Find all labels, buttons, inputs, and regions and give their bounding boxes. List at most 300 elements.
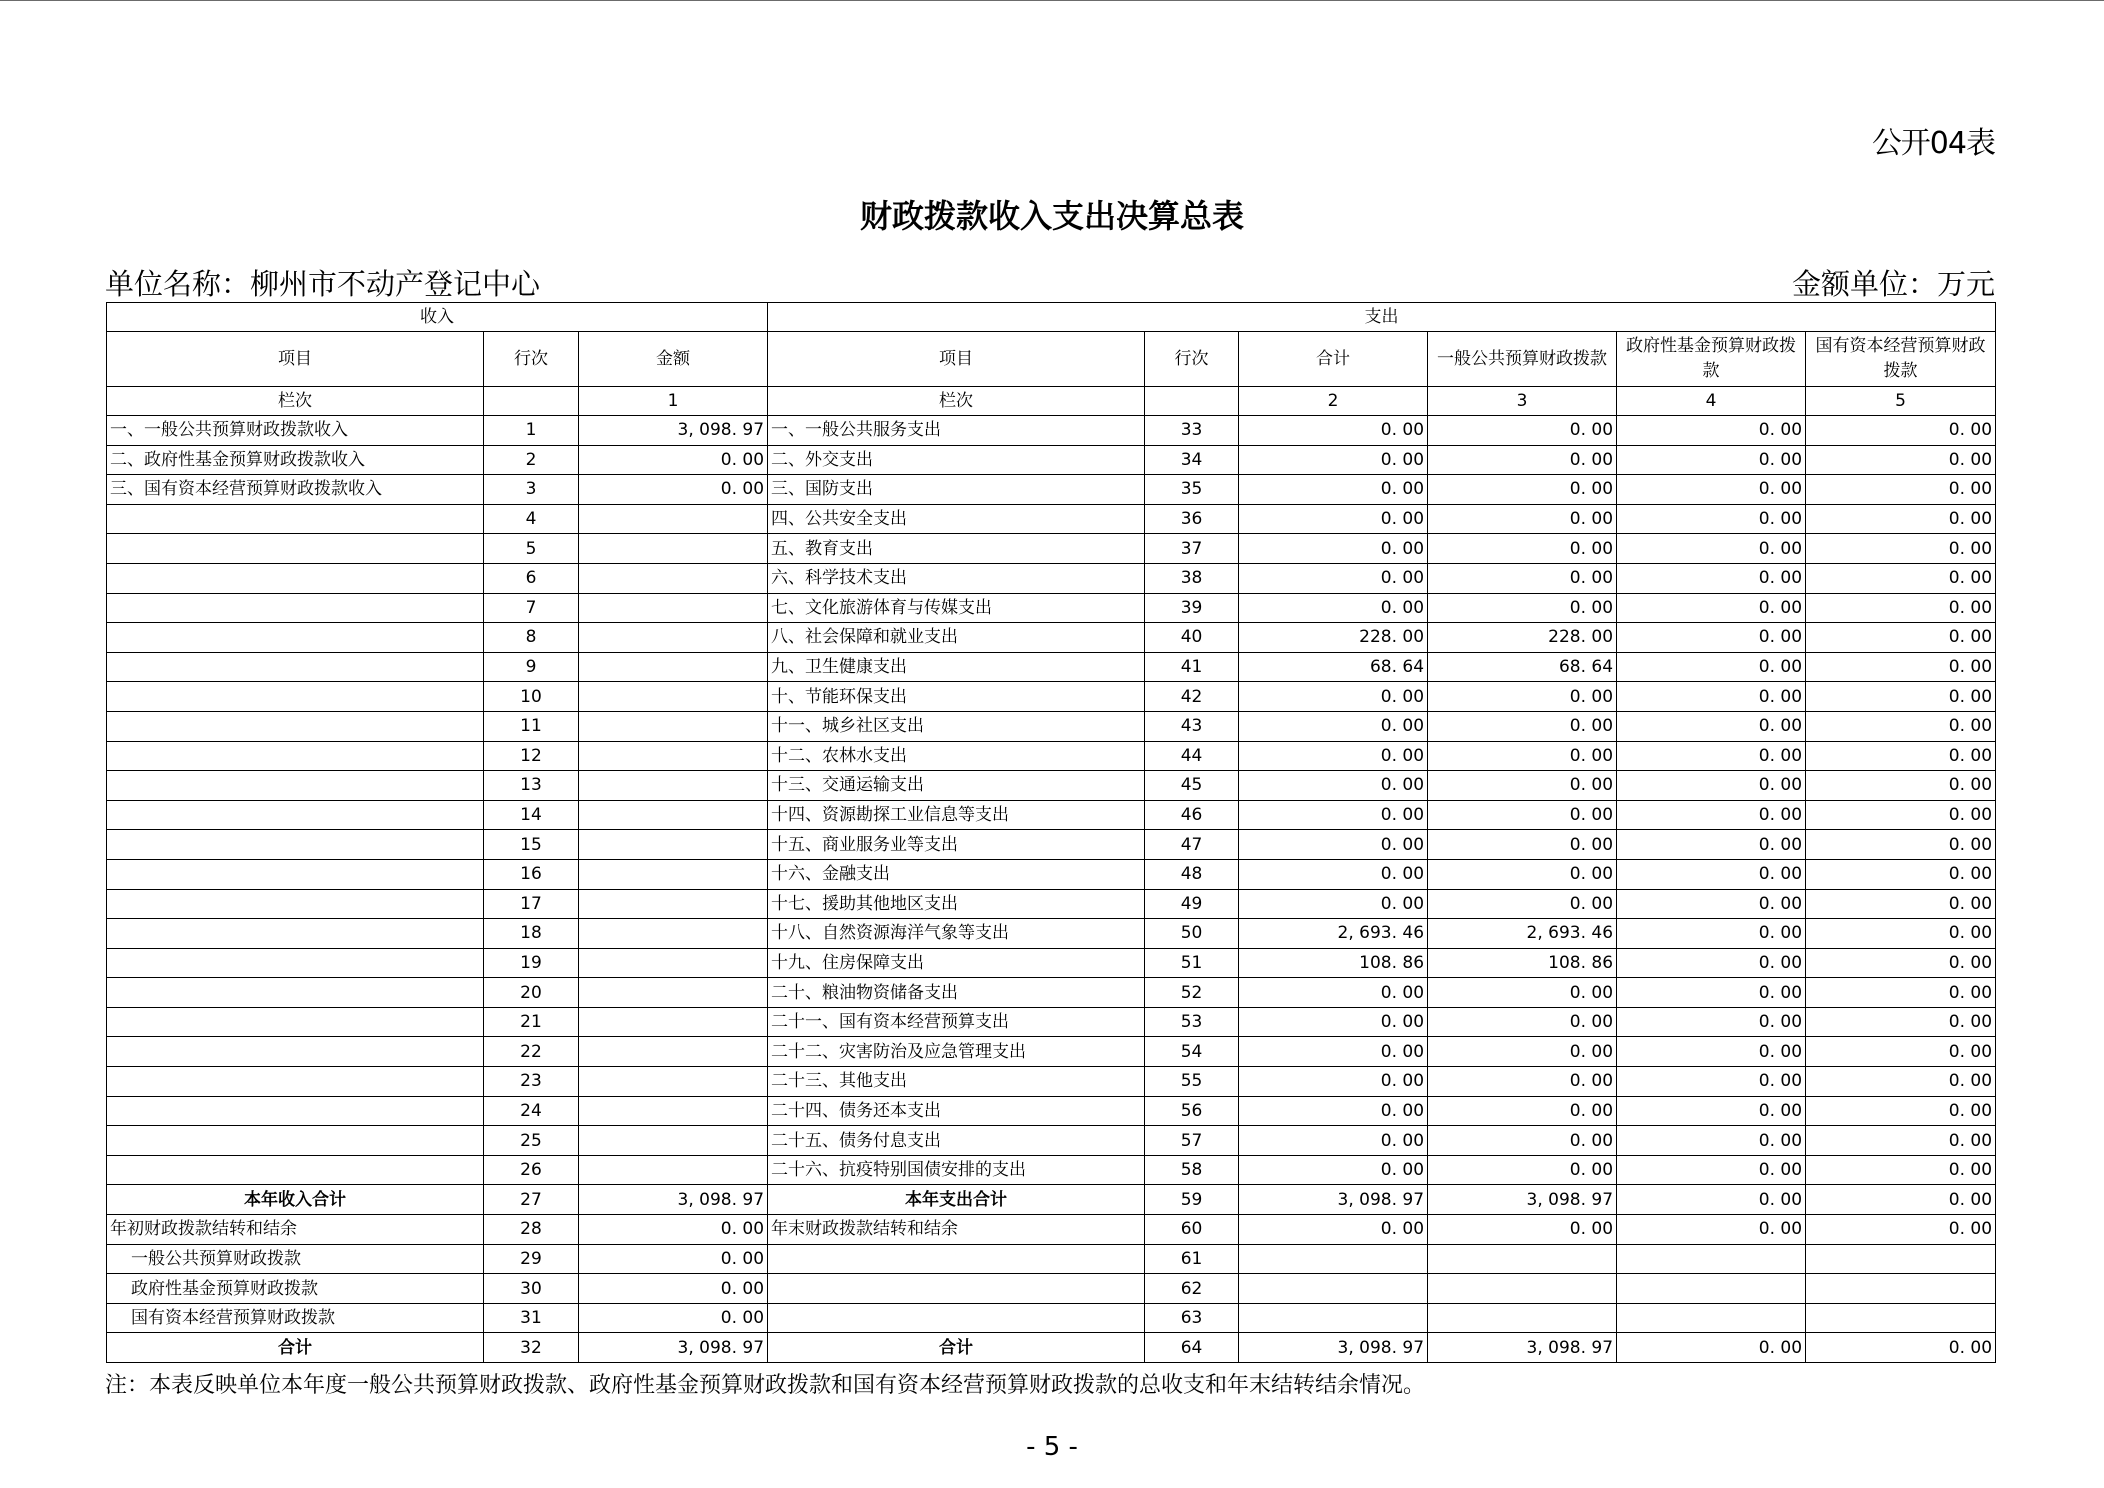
income-item-cell (107, 593, 484, 623)
expense-item-cell: 十五、商业服务业等支出 (768, 830, 1145, 860)
lanci-cell (1145, 387, 1239, 416)
expense-total-cell: 0. 00 (1239, 978, 1428, 1008)
expense-state-cell: 0. 00 (1806, 1333, 1996, 1363)
expense-fund-cell: 0. 00 (1617, 475, 1806, 505)
expense-state-cell: 0. 00 (1806, 1185, 1996, 1215)
expense-general-cell: 0. 00 (1428, 1126, 1617, 1156)
expense-item-cell: 二十四、债务还本支出 (768, 1096, 1145, 1126)
table-row (107, 623, 1996, 653)
expense-total-cell: 0. 00 (1239, 1096, 1428, 1126)
expense-line-cell: 34 (1145, 445, 1239, 475)
income-line-cell: 10 (484, 682, 579, 712)
income-amount-cell (579, 652, 768, 682)
income-line-cell: 27 (484, 1185, 579, 1215)
income-item-cell (107, 652, 484, 682)
income-item-cell (107, 563, 484, 593)
table-row (107, 1215, 1996, 1245)
expense-general-cell: 0. 00 (1428, 741, 1617, 771)
expense-fund-cell: 0. 00 (1617, 948, 1806, 978)
income-line-cell: 4 (484, 504, 579, 534)
income-line-cell: 32 (484, 1333, 579, 1363)
income-item-cell: 合计 (107, 1333, 484, 1363)
income-item-cell: 三、国有资本经营预算财政拨款收入 (107, 475, 484, 505)
table-row (107, 800, 1996, 830)
unit-name: 单位名称：柳州市不动产登记中心 (105, 267, 541, 301)
section-header-row (107, 303, 1996, 332)
expense-total-cell (1239, 1274, 1428, 1304)
expense-line-cell: 53 (1145, 1007, 1239, 1037)
table-row (107, 682, 1996, 712)
income-amount-cell: 0. 00 (579, 1303, 768, 1333)
expense-general-cell: 0. 00 (1428, 475, 1617, 505)
income-line-cell: 31 (484, 1303, 579, 1333)
expense-line-cell: 56 (1145, 1096, 1239, 1126)
col-header-general: 一般公共预算财政拨款 (1428, 332, 1617, 387)
income-amount-cell (579, 682, 768, 712)
expense-fund-cell: 0. 00 (1617, 682, 1806, 712)
expense-total-cell: 0. 00 (1239, 416, 1428, 446)
expense-line-cell: 64 (1145, 1333, 1239, 1363)
page-number: - 5 - (1026, 1432, 1078, 1462)
expense-item-cell: 四、公共安全支出 (768, 504, 1145, 534)
expense-general-cell: 0. 00 (1428, 1007, 1617, 1037)
expense-general-cell: 2, 693. 46 (1428, 919, 1617, 949)
expense-line-cell: 33 (1145, 416, 1239, 446)
income-item-cell (107, 504, 484, 534)
income-amount-cell (579, 593, 768, 623)
income-amount-cell (579, 889, 768, 919)
lanci-cell: 3 (1428, 387, 1617, 416)
expense-line-cell: 36 (1145, 504, 1239, 534)
expense-state-cell: 0. 00 (1806, 623, 1996, 653)
expense-item-cell: 九、卫生健康支出 (768, 652, 1145, 682)
expense-line-cell: 45 (1145, 771, 1239, 801)
income-line-cell: 12 (484, 741, 579, 771)
income-amount-cell (579, 1067, 768, 1097)
income-item-cell (107, 1067, 484, 1097)
expense-state-cell: 0. 00 (1806, 830, 1996, 860)
expense-general-cell: 3, 098. 97 (1428, 1333, 1617, 1363)
income-line-cell: 7 (484, 593, 579, 623)
expense-fund-cell: 0. 00 (1617, 889, 1806, 919)
expense-line-cell: 40 (1145, 623, 1239, 653)
expense-state-cell: 0. 00 (1806, 711, 1996, 741)
income-item-cell (107, 919, 484, 949)
expense-item-cell: 十九、住房保障支出 (768, 948, 1145, 978)
expense-total-cell: 228. 00 (1239, 623, 1428, 653)
income-amount-cell: 0. 00 (579, 1215, 768, 1245)
expense-total-cell: 2, 693. 46 (1239, 919, 1428, 949)
income-amount-cell: 0. 00 (579, 1244, 768, 1274)
amount-unit: 金额单位：万元 (1791, 267, 1995, 301)
table-row (107, 1333, 1996, 1363)
income-item-cell: 政府性基金预算财政拨款 (107, 1274, 484, 1304)
expense-line-cell: 46 (1145, 800, 1239, 830)
lanci-cell: 1 (579, 387, 768, 416)
income-item-cell (107, 830, 484, 860)
expense-total-cell: 0. 00 (1239, 1007, 1428, 1037)
table-row (107, 1126, 1996, 1156)
expense-state-cell: 0. 00 (1806, 771, 1996, 801)
expense-general-cell: 0. 00 (1428, 534, 1617, 564)
income-amount-cell (579, 534, 768, 564)
income-line-cell: 22 (484, 1037, 579, 1067)
expense-total-cell (1239, 1303, 1428, 1333)
expense-general-cell: 0. 00 (1428, 711, 1617, 741)
expense-fund-cell: 0. 00 (1617, 1333, 1806, 1363)
expense-total-cell: 108. 86 (1239, 948, 1428, 978)
income-amount-cell (579, 978, 768, 1008)
expense-state-cell (1806, 1303, 1996, 1333)
income-amount-cell (579, 771, 768, 801)
income-line-cell: 21 (484, 1007, 579, 1037)
form-code: 公开04表 (1871, 126, 1995, 161)
expense-item-cell: 二十三、其他支出 (768, 1067, 1145, 1097)
expense-total-cell: 0. 00 (1239, 711, 1428, 741)
expense-line-cell: 37 (1145, 534, 1239, 564)
table-row (107, 1303, 1996, 1333)
expense-item-cell: 十、节能环保支出 (768, 682, 1145, 712)
expense-item-cell: 十七、援助其他地区支出 (768, 889, 1145, 919)
table-row (107, 919, 1996, 949)
lanci-cell: 5 (1806, 387, 1996, 416)
income-amount-cell (579, 1037, 768, 1067)
expense-fund-cell: 0. 00 (1617, 741, 1806, 771)
expense-fund-cell: 0. 00 (1617, 711, 1806, 741)
lanci-cell: 2 (1239, 387, 1428, 416)
expense-fund-cell: 0. 00 (1617, 1067, 1806, 1097)
expense-state-cell: 0. 00 (1806, 1215, 1996, 1245)
income-item-cell (107, 771, 484, 801)
table-row (107, 1185, 1996, 1215)
income-line-cell: 11 (484, 711, 579, 741)
expense-state-cell: 0. 00 (1806, 652, 1996, 682)
expense-fund-cell: 0. 00 (1617, 652, 1806, 682)
expense-state-cell: 0. 00 (1806, 800, 1996, 830)
income-item-cell: 年初财政拨款结转和结余 (107, 1215, 484, 1245)
expense-fund-cell: 0. 00 (1617, 859, 1806, 889)
table-row (107, 711, 1996, 741)
expense-state-cell (1806, 1274, 1996, 1304)
expense-total-cell: 0. 00 (1239, 1126, 1428, 1156)
expense-fund-cell: 0. 00 (1617, 1185, 1806, 1215)
table-row (107, 534, 1996, 564)
expense-total-cell (1239, 1244, 1428, 1274)
expense-total-cell: 0. 00 (1239, 1155, 1428, 1185)
table-row (107, 978, 1996, 1008)
income-line-cell: 8 (484, 623, 579, 653)
expense-state-cell: 0. 00 (1806, 889, 1996, 919)
income-item-cell (107, 741, 484, 771)
lanci-cell: 栏次 (768, 387, 1145, 416)
column-header-row (107, 332, 1996, 387)
income-amount-cell: 0. 00 (579, 1274, 768, 1304)
expense-line-cell: 35 (1145, 475, 1239, 505)
col-header-amount: 金额 (579, 332, 768, 387)
income-amount-cell (579, 948, 768, 978)
expense-general-cell: 0. 00 (1428, 563, 1617, 593)
expense-general-cell (1428, 1303, 1617, 1333)
expense-fund-cell: 0. 00 (1617, 593, 1806, 623)
expense-state-cell: 0. 00 (1806, 475, 1996, 505)
expense-item-cell: 二十一、国有资本经营预算支出 (768, 1007, 1145, 1037)
income-amount-cell (579, 1155, 768, 1185)
table-row (107, 1007, 1996, 1037)
income-amount-cell (579, 859, 768, 889)
expense-state-cell: 0. 00 (1806, 504, 1996, 534)
income-line-cell: 30 (484, 1274, 579, 1304)
expense-fund-cell: 0. 00 (1617, 1096, 1806, 1126)
expense-state-cell: 0. 00 (1806, 859, 1996, 889)
expense-section-header: 支出 (768, 303, 1996, 332)
expense-total-cell: 0. 00 (1239, 593, 1428, 623)
income-item-cell (107, 1007, 484, 1037)
expense-item-cell: 二十五、债务付息支出 (768, 1126, 1145, 1156)
expense-state-cell: 0. 00 (1806, 593, 1996, 623)
income-line-cell: 9 (484, 652, 579, 682)
income-amount-cell: 0. 00 (579, 445, 768, 475)
income-item-cell (107, 623, 484, 653)
expense-fund-cell: 0. 00 (1617, 830, 1806, 860)
expense-total-cell: 3, 098. 97 (1239, 1333, 1428, 1363)
income-line-cell: 19 (484, 948, 579, 978)
expense-total-cell: 0. 00 (1239, 1037, 1428, 1067)
expense-line-cell: 44 (1145, 741, 1239, 771)
col-header-fund: 政府性基金预算财政拨款 (1617, 332, 1806, 387)
income-section-header: 收入 (107, 303, 768, 332)
income-item-cell: 本年收入合计 (107, 1185, 484, 1215)
lanci-cell: 栏次 (107, 387, 484, 416)
income-amount-cell (579, 623, 768, 653)
expense-item-cell: 年末财政拨款结转和结余 (768, 1215, 1145, 1245)
income-amount-cell (579, 711, 768, 741)
expense-general-cell: 0. 00 (1428, 800, 1617, 830)
expense-fund-cell: 0. 00 (1617, 771, 1806, 801)
income-line-cell: 18 (484, 919, 579, 949)
expense-item-cell: 十一、城乡社区支出 (768, 711, 1145, 741)
expense-fund-cell (1617, 1274, 1806, 1304)
income-line-cell: 17 (484, 889, 579, 919)
expense-fund-cell: 0. 00 (1617, 1215, 1806, 1245)
expense-line-cell: 58 (1145, 1155, 1239, 1185)
income-item-cell (107, 859, 484, 889)
income-line-cell: 23 (484, 1067, 579, 1097)
income-item-cell (107, 682, 484, 712)
lanci-cell (484, 387, 579, 416)
expense-line-cell: 62 (1145, 1274, 1239, 1304)
income-line-cell: 3 (484, 475, 579, 505)
income-item-cell (107, 1126, 484, 1156)
income-item-cell: 国有资本经营预算财政拨款 (107, 1303, 484, 1333)
income-amount-cell (579, 1007, 768, 1037)
expense-state-cell: 0. 00 (1806, 534, 1996, 564)
expense-total-cell: 0. 00 (1239, 830, 1428, 860)
expense-item-cell: 本年支出合计 (768, 1185, 1145, 1215)
expense-state-cell: 0. 00 (1806, 416, 1996, 446)
expense-fund-cell: 0. 00 (1617, 800, 1806, 830)
income-item-cell (107, 978, 484, 1008)
income-amount-cell: 3, 098. 97 (579, 416, 768, 446)
income-amount-cell (579, 504, 768, 534)
expense-item-cell: 五、教育支出 (768, 534, 1145, 564)
income-amount-cell (579, 1096, 768, 1126)
expense-item-cell: 十二、农林水支出 (768, 741, 1145, 771)
income-line-cell: 24 (484, 1096, 579, 1126)
expense-fund-cell: 0. 00 (1617, 978, 1806, 1008)
expense-item-cell: 十八、自然资源海洋气象等支出 (768, 919, 1145, 949)
income-amount-cell (579, 1126, 768, 1156)
expense-fund-cell: 0. 00 (1617, 504, 1806, 534)
income-item-cell (107, 800, 484, 830)
expense-line-cell: 55 (1145, 1067, 1239, 1097)
expense-line-cell: 50 (1145, 919, 1239, 949)
expense-general-cell: 0. 00 (1428, 1067, 1617, 1097)
expense-item-cell: 二十六、抗疫特别国债安排的支出 (768, 1155, 1145, 1185)
income-amount-cell (579, 830, 768, 860)
expense-fund-cell: 0. 00 (1617, 416, 1806, 446)
expense-item-cell (768, 1274, 1145, 1304)
income-amount-cell (579, 800, 768, 830)
income-item-cell (107, 711, 484, 741)
col-header-item: 项目 (107, 332, 484, 387)
expense-state-cell: 0. 00 (1806, 1096, 1996, 1126)
table-row (107, 1037, 1996, 1067)
income-line-cell: 14 (484, 800, 579, 830)
expense-item-cell: 二、外交支出 (768, 445, 1145, 475)
income-line-cell: 29 (484, 1244, 579, 1274)
expense-total-cell: 0. 00 (1239, 504, 1428, 534)
expense-item-cell: 十六、金融支出 (768, 859, 1145, 889)
expense-state-cell: 0. 00 (1806, 1067, 1996, 1097)
expense-fund-cell: 0. 00 (1617, 1126, 1806, 1156)
expense-state-cell: 0. 00 (1806, 563, 1996, 593)
expense-fund-cell (1617, 1244, 1806, 1274)
income-item-cell: 二、政府性基金预算财政拨款收入 (107, 445, 484, 475)
table-row (107, 652, 1996, 682)
expense-state-cell: 0. 00 (1806, 919, 1996, 949)
income-item-cell (107, 948, 484, 978)
expense-line-cell: 60 (1145, 1215, 1239, 1245)
expense-item-cell: 七、文化旅游体育与传媒支出 (768, 593, 1145, 623)
expense-state-cell: 0. 00 (1806, 1007, 1996, 1037)
expense-item-cell: 二十二、灾害防治及应急管理支出 (768, 1037, 1145, 1067)
expense-general-cell: 0. 00 (1428, 1155, 1617, 1185)
expense-general-cell (1428, 1244, 1617, 1274)
table-row (107, 475, 1996, 505)
expense-state-cell: 0. 00 (1806, 682, 1996, 712)
expense-general-cell: 0. 00 (1428, 859, 1617, 889)
expense-line-cell: 51 (1145, 948, 1239, 978)
expense-general-cell: 0. 00 (1428, 830, 1617, 860)
col-header-state: 国有资本经营预算财政拨款 (1806, 332, 1996, 387)
expense-total-cell: 0. 00 (1239, 445, 1428, 475)
income-line-cell: 28 (484, 1215, 579, 1245)
expense-total-cell: 0. 00 (1239, 771, 1428, 801)
col-header-total: 合计 (1239, 332, 1428, 387)
expense-total-cell: 0. 00 (1239, 475, 1428, 505)
expense-item-cell: 六、科学技术支出 (768, 563, 1145, 593)
expense-total-cell: 0. 00 (1239, 859, 1428, 889)
expense-state-cell: 0. 00 (1806, 978, 1996, 1008)
expense-general-cell: 0. 00 (1428, 504, 1617, 534)
footnote: 注：本表反映单位本年度一般公共预算财政拨款、政府性基金预算财政拨款和国有资本经营预算财政拨款的总收支和年末结转结余情况。 (105, 1373, 1426, 1398)
expense-state-cell: 0. 00 (1806, 445, 1996, 475)
col-header-line-expense: 行次 (1145, 332, 1239, 387)
expense-general-cell: 68. 64 (1428, 652, 1617, 682)
expense-line-cell: 57 (1145, 1126, 1239, 1156)
expense-item-cell: 十四、资源勘探工业信息等支出 (768, 800, 1145, 830)
income-amount-cell (579, 563, 768, 593)
expense-total-cell: 3, 098. 97 (1239, 1185, 1428, 1215)
income-line-cell: 15 (484, 830, 579, 860)
table-row (107, 1244, 1996, 1274)
expense-total-cell: 0. 00 (1239, 800, 1428, 830)
expense-total-cell: 0. 00 (1239, 563, 1428, 593)
table-row (107, 1274, 1996, 1304)
top-border-line (0, 0, 2104, 1)
table-row (107, 859, 1996, 889)
lanci-cell: 4 (1617, 387, 1806, 416)
expense-general-cell: 0. 00 (1428, 771, 1617, 801)
lanci-row (107, 387, 1996, 416)
expense-general-cell: 0. 00 (1428, 978, 1617, 1008)
income-item-cell: 一、一般公共预算财政拨款收入 (107, 416, 484, 446)
table-row (107, 1096, 1996, 1126)
expense-line-cell: 47 (1145, 830, 1239, 860)
table-row (107, 948, 1996, 978)
expense-state-cell: 0. 00 (1806, 741, 1996, 771)
income-line-cell: 6 (484, 563, 579, 593)
table-row (107, 1155, 1996, 1185)
col-header-line: 行次 (484, 332, 579, 387)
expense-state-cell (1806, 1244, 1996, 1274)
expense-fund-cell (1617, 1303, 1806, 1333)
income-amount-cell (579, 919, 768, 949)
income-line-cell: 5 (484, 534, 579, 564)
expense-item-cell (768, 1244, 1145, 1274)
expense-item-cell: 一、一般公共服务支出 (768, 416, 1145, 446)
income-item-cell: 一般公共预算财政拨款 (107, 1244, 484, 1274)
expense-general-cell: 0. 00 (1428, 445, 1617, 475)
expense-fund-cell: 0. 00 (1617, 919, 1806, 949)
expense-general-cell: 0. 00 (1428, 1096, 1617, 1126)
appropriation-summary-table (106, 302, 1996, 1363)
table-row (107, 445, 1996, 475)
expense-total-cell: 0. 00 (1239, 534, 1428, 564)
table-row (107, 830, 1996, 860)
expense-fund-cell: 0. 00 (1617, 1007, 1806, 1037)
expense-general-cell: 108. 86 (1428, 948, 1617, 978)
expense-line-cell: 42 (1145, 682, 1239, 712)
table-row (107, 563, 1996, 593)
expense-state-cell: 0. 00 (1806, 1155, 1996, 1185)
income-item-cell (107, 1155, 484, 1185)
expense-fund-cell: 0. 00 (1617, 445, 1806, 475)
expense-line-cell: 59 (1145, 1185, 1239, 1215)
expense-fund-cell: 0. 00 (1617, 534, 1806, 564)
expense-total-cell: 0. 00 (1239, 682, 1428, 712)
expense-general-cell: 0. 00 (1428, 416, 1617, 446)
income-amount-cell (579, 741, 768, 771)
expense-state-cell: 0. 00 (1806, 1126, 1996, 1156)
expense-line-cell: 49 (1145, 889, 1239, 919)
expense-fund-cell: 0. 00 (1617, 1037, 1806, 1067)
income-item-cell (107, 1037, 484, 1067)
table-row (107, 504, 1996, 534)
income-amount-cell: 3, 098. 97 (579, 1333, 768, 1363)
expense-line-cell: 63 (1145, 1303, 1239, 1333)
expense-general-cell: 0. 00 (1428, 593, 1617, 623)
